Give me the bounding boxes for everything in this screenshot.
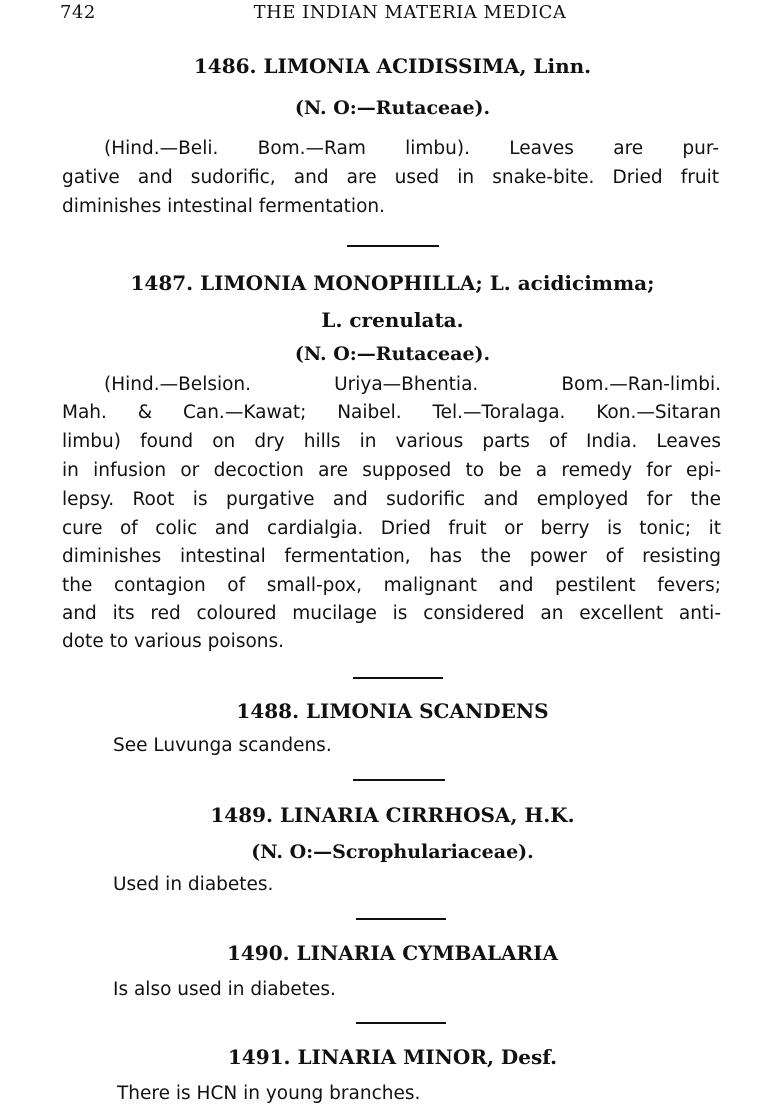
entry-title-1486: 1486. LIMONIA ACIDISSIMA, Linn. xyxy=(193,54,592,78)
entry-text-line: See Luvunga scandens. xyxy=(113,735,332,756)
entry-title-1487: 1487. LIMONIA MONOPHILLA; L. acidicimma; xyxy=(130,271,655,295)
entry-title-1491: 1491. LINARIA MINOR, Desf. xyxy=(227,1045,558,1069)
section-divider xyxy=(353,779,445,781)
running-title: THE INDIAN MATERIA MEDICA xyxy=(253,2,567,23)
entry-text-line: limbu) found on dry hills in various parts of India. Leaves xyxy=(62,431,721,452)
entry-text-line: Mah. & Can.—Kawat; Naibel. Tel.—Toralaga. Kon.—Sitaran xyxy=(62,402,721,423)
entry-order-1487: (N. O:—Rutaceae). xyxy=(294,343,491,365)
entry-text-line: Is also used in diabetes. xyxy=(113,979,336,1000)
section-divider xyxy=(356,918,446,920)
entry-text-line: in infusion or decoction are supposed to be a remedy for epi- xyxy=(62,460,721,481)
entry-text-line: There is HCN in young branches. xyxy=(117,1083,421,1104)
entry-title-1489: 1489. LINARIA CIRRHOSA, H.K. xyxy=(210,803,575,827)
entry-text-line: cure of colic and cardialgia. Dried fruit or berry is tonic; it xyxy=(62,518,721,539)
entry-title-1490: 1490. LINARIA CYMBALARIA xyxy=(226,941,559,965)
page-number: 742 xyxy=(60,2,96,23)
entry-text-line: the contagion of small-pox, malignant and pestilent fevers; xyxy=(62,575,721,596)
entry-text-line: gative and sudorific, and are used in snake-bite. Dried fruit xyxy=(62,167,719,188)
entry-text-line: Used in diabetes. xyxy=(113,874,274,895)
entry-text-line: lepsy. Root is purgative and sudorific and employed for the xyxy=(62,489,721,510)
entry-title-1488: 1488. LIMONIA SCANDENS xyxy=(236,699,549,723)
section-divider xyxy=(347,245,439,247)
entry-text-line: and its red coloured mucilage is considered an excellent anti- xyxy=(62,603,721,624)
page-header xyxy=(60,2,760,28)
entry-text-line: (Hind.—Belsion. Uriya—Bhentia. Bom.—Ran-limbi. xyxy=(104,374,721,395)
entry-title-1487-cont: L. crenulata. xyxy=(321,308,464,332)
entry-text-line: (Hind.—Beli. Bom.—Ram limbu). Leaves are pur- xyxy=(104,138,719,159)
entry-order-1486: (N. O:—Rutaceae). xyxy=(294,97,491,119)
entry-order-1489: (N. O:—Scrophulariaceae). xyxy=(251,841,534,863)
section-divider xyxy=(353,677,443,679)
entry-text-line: diminishes intestinal fermentation, has the power of resisting xyxy=(62,546,721,567)
entry-text-line: diminishes intestinal fermentation. xyxy=(62,196,386,217)
entry-text-line: dote to various poisons. xyxy=(62,631,285,652)
section-divider xyxy=(356,1022,446,1024)
